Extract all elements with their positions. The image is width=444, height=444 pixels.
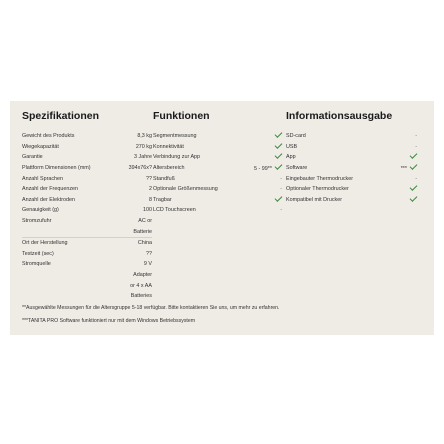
- row-label: Genauigkeit (g): [22, 207, 59, 214]
- row-label: Plattform Dimensionen (mm): [22, 165, 91, 172]
- table-row: [22, 291, 152, 302]
- row-label: Testzeit (sec): [22, 250, 54, 257]
- table-row: [22, 205, 152, 216]
- row-value: [410, 185, 418, 193]
- row-label: Verbindung zur App: [153, 154, 201, 161]
- row-label: Kompatibel mit Drucker: [286, 196, 343, 203]
- row-label: Segmentmessung: [153, 133, 197, 140]
- row-value-text: ***: [400, 166, 407, 173]
- row-value: [401, 164, 418, 172]
- row-value: -: [280, 175, 282, 182]
- row-value: [275, 196, 283, 204]
- row-value: 3 Jahre: [134, 154, 152, 161]
- info-column: [286, 109, 418, 205]
- row-label: Wiegekapazität: [22, 143, 59, 150]
- specs-title: Spezifikationen: [22, 110, 100, 122]
- check-icon: [410, 162, 418, 170]
- table-row: [286, 184, 418, 195]
- table-row: [153, 163, 283, 174]
- table-row: [153, 195, 283, 206]
- row-label: Gewicht des Produkts: [22, 133, 75, 140]
- table-row: [286, 152, 418, 163]
- table-row: [153, 173, 283, 184]
- table-row: [153, 152, 283, 163]
- row-label: Optionale Größenmessung: [153, 186, 218, 193]
- row-label: Software: [286, 165, 308, 172]
- row-label: Anzahl Sprachen: [22, 175, 64, 182]
- table-row: [22, 226, 152, 237]
- table-row: [286, 163, 418, 174]
- check-icon: [410, 183, 418, 191]
- row-value: Batterie: [133, 228, 152, 235]
- row-value: [254, 164, 283, 172]
- table-row: [22, 259, 152, 270]
- row-label: App: [286, 154, 296, 161]
- row-value: [410, 196, 418, 204]
- table-row: [22, 184, 152, 195]
- row-label: Garantie: [22, 154, 43, 161]
- row-value: Adapter: [133, 272, 152, 279]
- table-row: [286, 173, 418, 184]
- row-value: -: [415, 175, 417, 182]
- row-label: Eingebauter Thermodrucker: [286, 175, 354, 182]
- row-label: Stromzufuhr: [22, 218, 52, 225]
- row-value: 394x76x?: [128, 165, 152, 172]
- row-value: -: [280, 186, 282, 193]
- specs-column: [22, 109, 152, 302]
- row-value: AC or: [138, 218, 152, 225]
- row-value: 8,3 kg: [137, 133, 152, 140]
- table-row: [286, 131, 418, 142]
- row-label: Konnektivität: [153, 143, 184, 150]
- row-label: Stromquelle: [22, 261, 51, 268]
- check-icon: [275, 141, 283, 149]
- row-value: -: [415, 143, 417, 150]
- row-label: USB: [286, 143, 298, 150]
- row-value: [410, 153, 418, 161]
- row-value: -: [415, 133, 417, 140]
- table-row: [22, 152, 152, 163]
- row-value: [275, 132, 283, 140]
- row-value: [275, 153, 283, 161]
- table-row: [22, 173, 152, 184]
- table-row: [153, 205, 283, 216]
- row-label: SD-card: [286, 133, 306, 140]
- spec-panel: [10, 101, 434, 335]
- check-icon: [410, 152, 418, 160]
- row-value: or 4 x AA: [130, 282, 152, 289]
- table-row: [22, 131, 152, 142]
- row-value: ??: [146, 175, 152, 182]
- row-label: Altersbereich: [153, 165, 185, 172]
- row-value: 9 V: [143, 261, 152, 268]
- row-label: LCD Touchscreen: [153, 207, 196, 214]
- functions-table: [153, 131, 283, 216]
- row-value: 8: [149, 196, 152, 203]
- row-label: Anzahl der Frequenzen: [22, 186, 79, 193]
- row-value: -: [280, 207, 282, 214]
- row-label: Anzahl der Elektroden: [22, 196, 76, 203]
- check-icon: [275, 162, 283, 170]
- table-row: [22, 237, 152, 249]
- row-label: Tragbar: [153, 196, 172, 203]
- row-value: 2: [149, 186, 152, 193]
- row-value: 100: [143, 207, 152, 214]
- check-icon: [275, 194, 283, 202]
- functions-column: [153, 109, 283, 216]
- table-row: [22, 216, 152, 227]
- row-value: 270 kg: [135, 143, 152, 150]
- table-row: [22, 195, 152, 206]
- table-row: [286, 195, 418, 206]
- info-title: Informationsausgabe: [286, 110, 393, 122]
- row-value: Batteries: [130, 293, 152, 300]
- table-row: [22, 249, 152, 260]
- row-label: Optionaler Thermodrucker: [286, 186, 349, 193]
- row-value: ??: [146, 250, 152, 257]
- table-row: [153, 184, 283, 195]
- footnote-age: **Ausgewählte Messungen für die Altersgruppe 5-18 verfügbar. Bitte kontaktieren Sie uns, um mehr zu erfahren.: [22, 305, 280, 311]
- row-label: Ort der Herstellung: [22, 240, 68, 247]
- check-icon: [275, 130, 283, 138]
- check-icon: [410, 194, 418, 202]
- table-row: [22, 163, 152, 174]
- table-row: [286, 142, 418, 153]
- table-row: [153, 142, 283, 153]
- row-value: China: [137, 240, 152, 247]
- footnote-software: ***TANITA PRO Software funktioniert nur mit dem Windows Betriebssystem: [22, 318, 196, 324]
- table-row: [22, 142, 152, 153]
- table-row: [153, 131, 283, 142]
- info-table: [286, 131, 418, 205]
- row-label: Standfuß: [153, 175, 175, 182]
- table-row: [22, 270, 152, 281]
- check-icon: [275, 152, 283, 160]
- row-value-text: 5 - 99**: [254, 166, 272, 173]
- functions-title: Funktionen: [153, 110, 210, 122]
- specs-table: [22, 131, 152, 302]
- table-row: [22, 280, 152, 291]
